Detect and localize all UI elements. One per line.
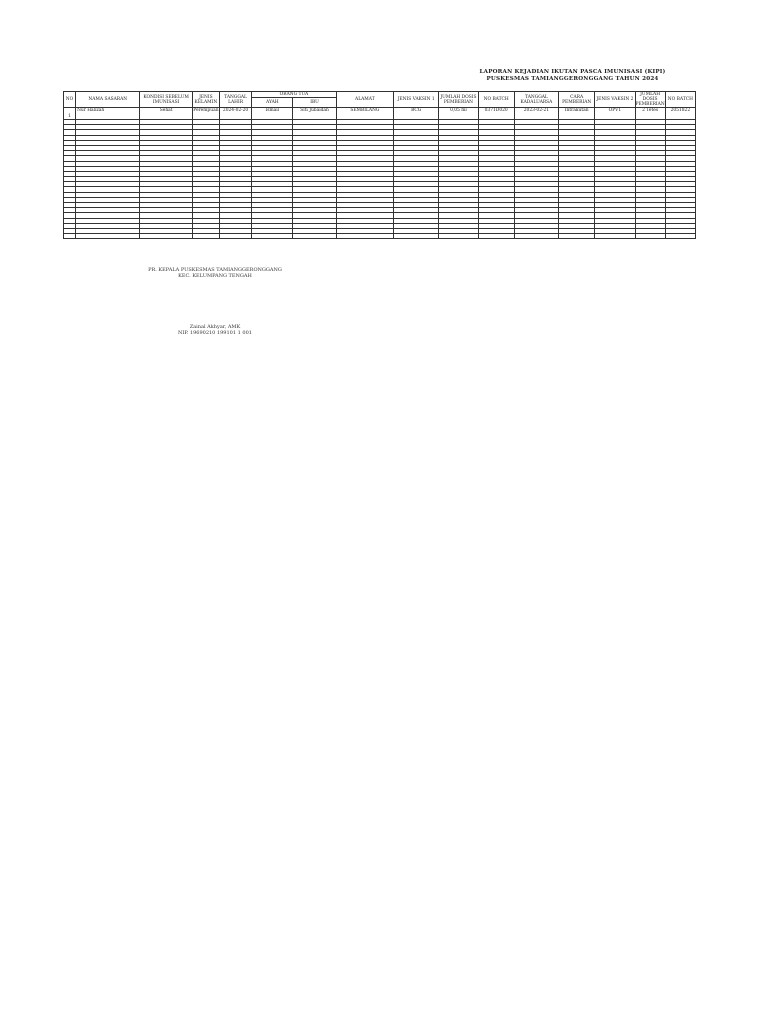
cell-ibu: Siti Jubaidah — [293, 108, 336, 120]
table-row — [64, 108, 696, 120]
signature-heading — [130, 267, 300, 279]
cell-ayah: Ismail — [252, 108, 293, 120]
header-ayah: AYAH — [252, 98, 293, 108]
sign-nip: NIP. 19690210 199101 1 001 — [178, 330, 252, 336]
empty-cell — [439, 234, 478, 239]
cell-no-batch-1: 0371D020 — [478, 108, 514, 120]
header-jumlah-dosis-2: JUMLAH DOSIS PEMBERIAN — [635, 92, 665, 107]
empty-cell — [64, 234, 76, 239]
sign-title: PR. KEPALA PUSKESMAS TAMIANGGERONGGANG — [148, 267, 282, 273]
report-title-line-2: PUSKESMAS TAMIANGGERONGGANG TAHUN 2024 — [486, 76, 659, 82]
cell-jumlah-dosis-2: 2 Tetes — [635, 108, 665, 120]
empty-cell — [140, 234, 192, 239]
empty-cell — [219, 234, 251, 239]
sign-name: Zainal Akhyar, AMK — [189, 324, 241, 330]
header-jenis-vaksin-1: JENIS VAKSIN 1 — [394, 92, 439, 108]
cell-cara-pemberian: Intrakutan — [559, 108, 595, 120]
header-jenis-kelamin: JENIS KELAMIN — [192, 92, 219, 108]
kipi-report-table — [63, 91, 696, 239]
cell-no: 1 — [64, 108, 76, 120]
header-tanggal-lahir: TANGGAL LAHIR — [219, 92, 251, 108]
empty-cell — [514, 234, 558, 239]
empty-cell — [252, 234, 293, 239]
cell-alamat: SEMBILANG — [336, 108, 393, 120]
signature-name-block — [130, 324, 300, 336]
empty-cell — [336, 234, 393, 239]
empty-cell — [595, 234, 635, 239]
cell-jumlah-dosis-1: 0,05 ml — [439, 108, 478, 120]
header-jumlah-dosis-1: JUMLAH DOSIS PEMBERIAN — [439, 92, 478, 108]
header-cara-pemberian: CARA PEMBERIAN — [559, 92, 595, 108]
empty-cell — [293, 234, 336, 239]
empty-cell — [192, 234, 219, 239]
empty-cell — [394, 234, 439, 239]
header-orang-tua: ORANG TUA — [252, 92, 337, 98]
header-alamat: ALAMAT — [336, 92, 393, 108]
header-kondisi: KONDISI SEBELUM IMUNISASI — [140, 92, 192, 108]
cell-no-batch-2: 2051822 — [665, 108, 695, 120]
header-no: NO — [64, 92, 76, 108]
report-title-line-1: LAPORAN KEJADIAN IKUTAN PASCA IMUNISASI (KIPI) — [479, 69, 666, 75]
empty-cell — [559, 234, 595, 239]
empty-table-row — [64, 234, 696, 239]
header-ibu: IBU — [293, 98, 336, 108]
empty-cell — [478, 234, 514, 239]
cell-kondisi: Sehat — [140, 108, 192, 120]
sign-subtitle: KEC. KELUMPANG TENGAH — [178, 273, 252, 279]
cell-jenis-vaksin-2: OPV1 — [595, 108, 635, 120]
header-no-batch-2: NO BATCH — [665, 92, 695, 108]
cell-nama: Nur Halizah — [76, 108, 140, 120]
cell-tanggal-kadaluarsa: 2023-02-21 — [514, 108, 558, 120]
header-nama-sasaran: NAMA SASARAN — [76, 92, 140, 108]
header-no-batch-1: NO BATCH — [478, 92, 514, 108]
empty-cell — [635, 234, 665, 239]
cell-jenis-kelamin: Perempuan — [192, 108, 219, 120]
empty-cell — [665, 234, 695, 239]
cell-jenis-vaksin-1: BCG — [394, 108, 439, 120]
header-tanggal-kadaluarsa: TANGGAL KADALUARSA — [514, 92, 558, 108]
header-jenis-vaksin-2: JENIS VAKSIN 2 — [595, 92, 635, 108]
cell-tanggal-lahir: 2024-02-20 — [219, 108, 251, 120]
empty-cell — [76, 234, 140, 239]
